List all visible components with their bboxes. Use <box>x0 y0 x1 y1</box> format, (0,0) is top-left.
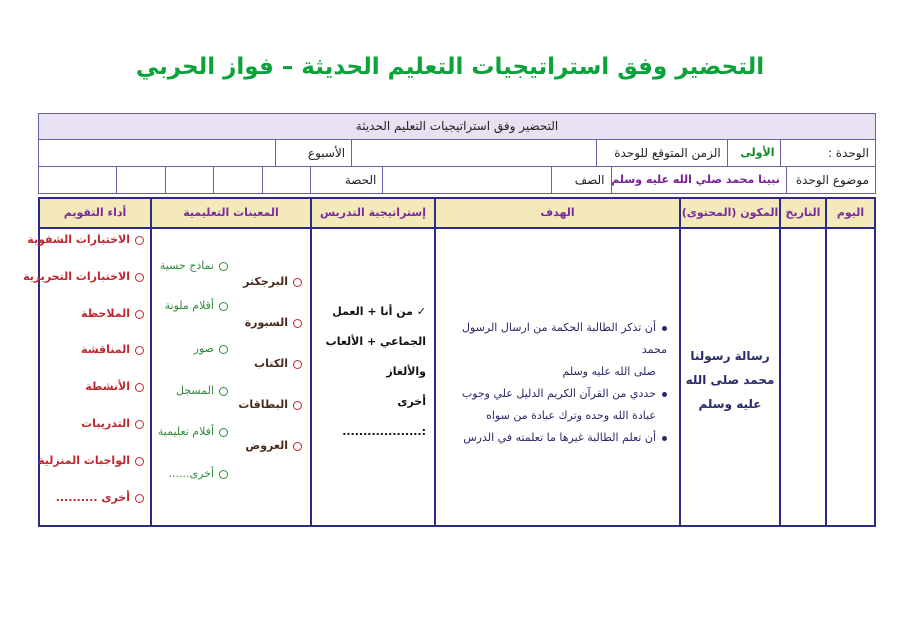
circle-icon <box>293 319 302 328</box>
header-table <box>38 113 876 194</box>
week-value <box>39 140 275 166</box>
class-label: الصف <box>551 167 611 193</box>
period-cell-3 <box>165 167 214 193</box>
goal-item-continued: صلى الله عليه وسلم <box>562 365 656 378</box>
class-value <box>382 167 551 193</box>
aid-item: نماذج حسية <box>160 259 228 272</box>
assessment-item: المناقشة <box>81 343 144 356</box>
assessment-item: الأنشطة <box>85 380 144 393</box>
column-header-aids: المعينات التعليمية <box>152 199 310 229</box>
unit-value: الأولى <box>727 140 781 166</box>
topic-value: نبينا محمد صلي الله عليه وسلم <box>611 167 786 193</box>
period-cell-2 <box>213 167 262 193</box>
goal-list <box>457 317 667 449</box>
assessment-item: أخرى .......... <box>56 491 144 504</box>
aid-item: المسجل <box>176 384 228 397</box>
checkmark-icon: ✓ <box>416 305 426 318</box>
header-row-unit <box>39 140 875 167</box>
time-value <box>351 140 596 166</box>
circle-icon <box>135 420 144 429</box>
bullet-icon <box>662 392 667 397</box>
assessment-item: التدريبات <box>81 417 144 430</box>
assessment-item: الواجبات المنزلية <box>38 454 144 467</box>
circle-icon <box>219 262 228 271</box>
column-aids <box>150 199 310 525</box>
circle-icon <box>135 236 144 245</box>
aid-item: أفلام تعليمية <box>158 425 228 438</box>
strategy-list: ✓ من أنا + العمل الجماعي + الألعاب والألغاز أخرى :................... <box>325 305 426 438</box>
aid-item: أقلام ملونة <box>165 299 228 312</box>
header-row-topic <box>39 167 875 193</box>
aid-item: أخرى...... <box>168 467 228 480</box>
circle-icon <box>135 310 144 319</box>
column-header-date: التاريخ <box>781 199 825 229</box>
time-label: الزمن المتوقع للوحدة <box>596 140 727 166</box>
bullet-icon <box>662 436 667 441</box>
circle-icon <box>135 383 144 392</box>
period-cell-1 <box>262 167 311 193</box>
circle-icon <box>219 302 228 311</box>
column-header-strategy: إستراتيجية التدريس <box>312 199 434 229</box>
column-content <box>679 199 779 525</box>
circle-icon <box>293 360 302 369</box>
goal-item: أن تعلم الطالبة غيرها ما تعلمته في الدرس <box>457 427 667 449</box>
column-header-content: المكون (المحتوى) <box>681 199 779 229</box>
circle-icon <box>219 428 228 437</box>
assessment-item: الاختبارات التحريرية <box>23 270 144 283</box>
circle-icon <box>219 470 228 479</box>
column-header-assessment: أداء التقويم <box>40 199 150 229</box>
column-strategy <box>310 199 434 525</box>
circle-icon <box>135 273 144 282</box>
lesson-table <box>23 197 876 527</box>
circle-icon <box>135 494 144 503</box>
column-day <box>825 199 874 525</box>
page-title: التحضير وفق استراتيجيات التعليم الحديثة – فواز الحربي <box>135 54 765 80</box>
aid-item: البطاقات <box>238 398 302 411</box>
aid-item: العروض <box>245 439 302 452</box>
aid-item: البرجكتر <box>243 275 302 288</box>
goal-item: حددي من القرآن الكريم الدليل علي وجوب <box>457 383 667 405</box>
assessment-item: الملاحظة <box>81 307 144 320</box>
circle-icon <box>135 457 144 466</box>
goal-item: أن تذكر الطالبة الحكمة من ارسال الرسول محمد <box>461 321 667 356</box>
circle-icon <box>219 387 228 396</box>
column-assessment <box>23 199 150 525</box>
column-header-goal: الهدف <box>436 199 679 229</box>
content-text: رسالة رسولنا محمد صلى الله عليه وسلم <box>685 349 775 411</box>
column-header-day: اليوم <box>827 199 874 229</box>
circle-icon <box>293 442 302 451</box>
header-caption: التحضير وفق استراتيجيات التعليم الحديثة <box>39 114 875 140</box>
aid-item: السبورة <box>245 316 302 329</box>
period-cell-5 <box>39 167 116 193</box>
circle-icon <box>219 345 228 354</box>
circle-icon <box>293 278 302 287</box>
aid-item: الكتاب <box>254 357 302 370</box>
period-label: الحصة <box>310 167 382 193</box>
goal-item-continued: عبادة الله وحده وترك عبادة من سواه <box>486 409 656 422</box>
circle-icon <box>135 346 144 355</box>
unit-label: الوحدة : <box>780 140 875 166</box>
bullet-icon <box>662 326 667 331</box>
column-goal <box>434 199 679 525</box>
circle-icon <box>293 401 302 410</box>
column-date <box>779 199 825 525</box>
topic-label: موضوع الوحدة <box>786 167 875 193</box>
assessment-item: الاختبارات الشفوية <box>27 233 144 246</box>
period-cell-4 <box>116 167 165 193</box>
aid-item: صور <box>194 342 228 355</box>
week-label: الأسبوع <box>275 140 351 166</box>
